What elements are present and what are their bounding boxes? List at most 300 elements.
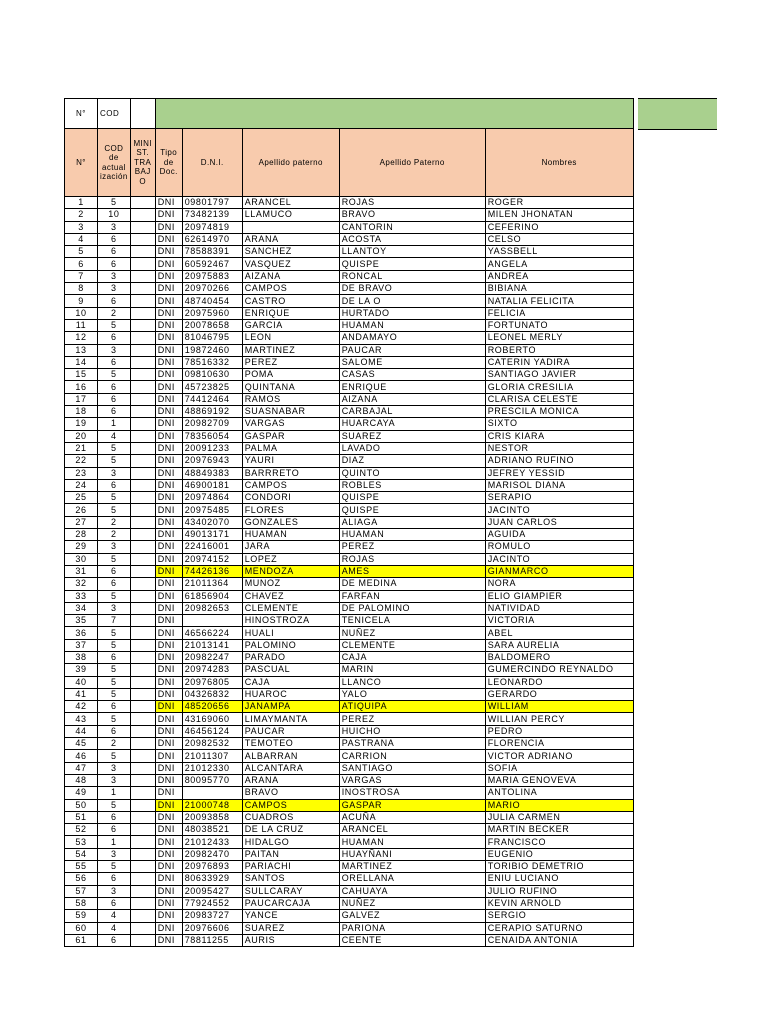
apellido-1-cell[interactable]: YANCE: [242, 910, 339, 922]
ministerio-cell[interactable]: [130, 615, 155, 627]
apellido-2-cell[interactable]: MARIN: [339, 664, 485, 676]
nombres-cell[interactable]: ANGELA: [485, 258, 633, 270]
cod-cell[interactable]: 2: [98, 307, 131, 319]
row-number-cell[interactable]: 20: [65, 430, 98, 442]
apellido-1-cell[interactable]: LLAMUCO: [242, 209, 339, 221]
apellido-1-cell[interactable]: QUINTANA: [242, 381, 339, 393]
ministerio-cell[interactable]: [130, 701, 155, 713]
cod-cell[interactable]: 3: [98, 602, 131, 614]
cod-cell[interactable]: 5: [98, 627, 131, 639]
nombres-cell[interactable]: CENAIDA ANTONIA: [485, 934, 633, 946]
apellido-2-cell[interactable]: ROBLES: [339, 479, 485, 491]
row-number-cell[interactable]: 35: [65, 615, 98, 627]
cod-cell[interactable]: 6: [98, 725, 131, 737]
dni-cell[interactable]: 04326832: [182, 688, 242, 700]
apellido-1-cell[interactable]: SUAREZ: [242, 922, 339, 934]
row-number-cell[interactable]: 5: [65, 246, 98, 258]
tipo-doc-cell[interactable]: DNI: [155, 750, 182, 762]
nombres-cell[interactable]: VICTOR ADRIANO: [485, 750, 633, 762]
ministerio-cell[interactable]: [130, 897, 155, 909]
row-number-cell[interactable]: 37: [65, 639, 98, 651]
apellido-2-cell[interactable]: AIZANA: [339, 393, 485, 405]
cod-cell[interactable]: 3: [98, 774, 131, 786]
tipo-doc-cell[interactable]: DNI: [155, 270, 182, 282]
dni-cell[interactable]: 78588391: [182, 246, 242, 258]
apellido-2-cell[interactable]: PAUCAR: [339, 344, 485, 356]
ministerio-cell[interactable]: [130, 221, 155, 233]
top-cod-cell[interactable]: COD: [98, 99, 131, 129]
apellido-1-cell[interactable]: LIMAYMANTA: [242, 713, 339, 725]
dni-cell[interactable]: 20976893: [182, 861, 242, 873]
top-empty-cell[interactable]: [130, 99, 155, 129]
apellido-1-cell[interactable]: ALBARRAN: [242, 750, 339, 762]
row-number-cell[interactable]: 27: [65, 516, 98, 528]
cod-cell[interactable]: 6: [98, 701, 131, 713]
tipo-doc-cell[interactable]: DNI: [155, 676, 182, 688]
col-header-apellido-1[interactable]: Apellido paterno: [242, 129, 339, 197]
tipo-doc-cell[interactable]: DNI: [155, 233, 182, 245]
nombres-cell[interactable]: WILLIAM: [485, 701, 633, 713]
nombres-cell[interactable]: ROMULO: [485, 541, 633, 553]
apellido-1-cell[interactable]: CAMPOS: [242, 479, 339, 491]
tipo-doc-cell[interactable]: DNI: [155, 197, 182, 209]
dni-cell[interactable]: 48740454: [182, 295, 242, 307]
tipo-doc-cell[interactable]: DNI: [155, 688, 182, 700]
apellido-2-cell[interactable]: ENRIQUE: [339, 381, 485, 393]
ministerio-cell[interactable]: [130, 848, 155, 860]
dni-cell[interactable]: 20982247: [182, 651, 242, 663]
cod-cell[interactable]: 6: [98, 356, 131, 368]
apellido-1-cell[interactable]: SANCHEZ: [242, 246, 339, 258]
tipo-doc-cell[interactable]: DNI: [155, 639, 182, 651]
dni-cell[interactable]: 78516332: [182, 356, 242, 368]
cod-cell[interactable]: 5: [98, 492, 131, 504]
apellido-2-cell[interactable]: DE BRAVO: [339, 283, 485, 295]
nombres-cell[interactable]: SERGIO: [485, 910, 633, 922]
apellido-1-cell[interactable]: CAMPOS: [242, 799, 339, 811]
nombres-cell[interactable]: ANTOLINA: [485, 787, 633, 799]
col-header-nombres[interactable]: Nombres: [485, 129, 633, 197]
cod-cell[interactable]: 4: [98, 922, 131, 934]
row-number-cell[interactable]: 47: [65, 762, 98, 774]
nombres-cell[interactable]: GERARDO: [485, 688, 633, 700]
dni-cell[interactable]: 60592467: [182, 258, 242, 270]
dni-cell[interactable]: 20976805: [182, 676, 242, 688]
nombres-cell[interactable]: SIXTO: [485, 418, 633, 430]
tipo-doc-cell[interactable]: DNI: [155, 885, 182, 897]
tipo-doc-cell[interactable]: DNI: [155, 774, 182, 786]
row-number-cell[interactable]: 19: [65, 418, 98, 430]
tipo-doc-cell[interactable]: DNI: [155, 442, 182, 454]
tipo-doc-cell[interactable]: DNI: [155, 455, 182, 467]
ministerio-cell[interactable]: [130, 307, 155, 319]
row-number-cell[interactable]: 51: [65, 811, 98, 823]
ministerio-cell[interactable]: [130, 676, 155, 688]
row-number-cell[interactable]: 43: [65, 713, 98, 725]
dni-cell[interactable]: 09810630: [182, 369, 242, 381]
dni-cell[interactable]: 74412464: [182, 393, 242, 405]
nombres-cell[interactable]: BALDOMERO: [485, 651, 633, 663]
cod-cell[interactable]: 5: [98, 688, 131, 700]
apellido-2-cell[interactable]: PARIONA: [339, 922, 485, 934]
cod-cell[interactable]: 5: [98, 319, 131, 331]
apellido-2-cell[interactable]: SUAREZ: [339, 430, 485, 442]
apellido-1-cell[interactable]: PAUCAR: [242, 725, 339, 737]
apellido-1-cell[interactable]: CASTRO: [242, 295, 339, 307]
apellido-2-cell[interactable]: CAHUAYA: [339, 885, 485, 897]
ministerio-cell[interactable]: [130, 406, 155, 418]
row-number-cell[interactable]: 2: [65, 209, 98, 221]
row-number-cell[interactable]: 46: [65, 750, 98, 762]
nombres-cell[interactable]: NESTOR: [485, 442, 633, 454]
dni-cell[interactable]: 48869192: [182, 406, 242, 418]
apellido-1-cell[interactable]: TEMOTEO: [242, 738, 339, 750]
apellido-2-cell[interactable]: QUINTO: [339, 467, 485, 479]
ministerio-cell[interactable]: [130, 381, 155, 393]
nombres-cell[interactable]: MARTIN BECKER: [485, 824, 633, 836]
nombres-cell[interactable]: CERAPIO SATURNO: [485, 922, 633, 934]
row-number-cell[interactable]: 31: [65, 565, 98, 577]
cod-cell[interactable]: 4: [98, 910, 131, 922]
nombres-cell[interactable]: YASSBELL: [485, 246, 633, 258]
apellido-2-cell[interactable]: YALO: [339, 688, 485, 700]
cod-cell[interactable]: 2: [98, 738, 131, 750]
cod-cell[interactable]: 3: [98, 467, 131, 479]
cod-cell[interactable]: 5: [98, 369, 131, 381]
tipo-doc-cell[interactable]: DNI: [155, 541, 182, 553]
nombres-cell[interactable]: FRANCISCO: [485, 836, 633, 848]
nombres-cell[interactable]: JUAN CARLOS: [485, 516, 633, 528]
apellido-1-cell[interactable]: PASCUAL: [242, 664, 339, 676]
apellido-1-cell[interactable]: BRAVO: [242, 787, 339, 799]
row-number-cell[interactable]: 36: [65, 627, 98, 639]
nombres-cell[interactable]: MARISOL DIANA: [485, 479, 633, 491]
top-merged-cell[interactable]: [155, 99, 633, 129]
dni-cell[interactable]: 20078658: [182, 319, 242, 331]
apellido-1-cell[interactable]: CAJA: [242, 676, 339, 688]
apellido-1-cell[interactable]: PARADO: [242, 651, 339, 663]
apellido-1-cell[interactable]: PALMA: [242, 442, 339, 454]
ministerio-cell[interactable]: [130, 442, 155, 454]
nombres-cell[interactable]: ELIO GIAMPIER: [485, 590, 633, 602]
dni-cell[interactable]: 19872460: [182, 344, 242, 356]
cod-cell[interactable]: 5: [98, 639, 131, 651]
dni-cell[interactable]: 21012330: [182, 762, 242, 774]
cod-cell[interactable]: 6: [98, 873, 131, 885]
tipo-doc-cell[interactable]: DNI: [155, 713, 182, 725]
nombres-cell[interactable]: CEFERINO: [485, 221, 633, 233]
cod-cell[interactable]: 6: [98, 811, 131, 823]
tipo-doc-cell[interactable]: DNI: [155, 492, 182, 504]
nombres-cell[interactable]: VICTORIA: [485, 615, 633, 627]
ministerio-cell[interactable]: [130, 799, 155, 811]
cod-cell[interactable]: 5: [98, 664, 131, 676]
tipo-doc-cell[interactable]: DNI: [155, 467, 182, 479]
dni-cell[interactable]: 80095770: [182, 774, 242, 786]
tipo-doc-cell[interactable]: DNI: [155, 725, 182, 737]
tipo-doc-cell[interactable]: DNI: [155, 811, 182, 823]
row-number-cell[interactable]: 25: [65, 492, 98, 504]
nombres-cell[interactable]: GUMERCINDO REYNALDO: [485, 664, 633, 676]
cod-cell[interactable]: 5: [98, 504, 131, 516]
dni-cell[interactable]: 45723825: [182, 381, 242, 393]
row-number-cell[interactable]: 58: [65, 897, 98, 909]
tipo-doc-cell[interactable]: DNI: [155, 799, 182, 811]
apellido-1-cell[interactable]: PEREZ: [242, 356, 339, 368]
cod-cell[interactable]: 6: [98, 824, 131, 836]
ministerio-cell[interactable]: [130, 873, 155, 885]
nombres-cell[interactable]: ADRIANO RUFINO: [485, 455, 633, 467]
apellido-1-cell[interactable]: BARRRETO: [242, 467, 339, 479]
apellido-2-cell[interactable]: BRAVO: [339, 209, 485, 221]
row-number-cell[interactable]: 50: [65, 799, 98, 811]
dni-cell[interactable]: 43169060: [182, 713, 242, 725]
dni-cell[interactable]: 46900181: [182, 479, 242, 491]
nombres-cell[interactable]: SANTIAGO JAVIER: [485, 369, 633, 381]
ministerio-cell[interactable]: [130, 541, 155, 553]
dni-cell[interactable]: 20983727: [182, 910, 242, 922]
ministerio-cell[interactable]: [130, 393, 155, 405]
cod-cell[interactable]: 6: [98, 565, 131, 577]
ministerio-cell[interactable]: [130, 836, 155, 848]
apellido-2-cell[interactable]: CLEMENTE: [339, 639, 485, 651]
row-number-cell[interactable]: 13: [65, 344, 98, 356]
row-number-cell[interactable]: 26: [65, 504, 98, 516]
row-number-cell[interactable]: 40: [65, 676, 98, 688]
col-header-n[interactable]: N°: [65, 129, 98, 197]
apellido-2-cell[interactable]: CASAS: [339, 369, 485, 381]
tipo-doc-cell[interactable]: DNI: [155, 934, 182, 946]
nombres-cell[interactable]: NATIVIDAD: [485, 602, 633, 614]
dni-cell[interactable]: 20974864: [182, 492, 242, 504]
cod-cell[interactable]: 3: [98, 283, 131, 295]
nombres-cell[interactable]: MARIO: [485, 799, 633, 811]
apellido-2-cell[interactable]: ATIQUIPA: [339, 701, 485, 713]
apellido-2-cell[interactable]: CARBAJAL: [339, 406, 485, 418]
tipo-doc-cell[interactable]: DNI: [155, 307, 182, 319]
dni-cell[interactable]: 62614970: [182, 233, 242, 245]
cod-cell[interactable]: 5: [98, 197, 131, 209]
nombres-cell[interactable]: ENIU LUCIANO: [485, 873, 633, 885]
row-number-cell[interactable]: 60: [65, 922, 98, 934]
ministerio-cell[interactable]: [130, 246, 155, 258]
tipo-doc-cell[interactable]: DNI: [155, 590, 182, 602]
tipo-doc-cell[interactable]: DNI: [155, 602, 182, 614]
ministerio-cell[interactable]: [130, 455, 155, 467]
row-number-cell[interactable]: 42: [65, 701, 98, 713]
ministerio-cell[interactable]: [130, 934, 155, 946]
nombres-cell[interactable]: LEONEL MERLY: [485, 332, 633, 344]
ministerio-cell[interactable]: [130, 750, 155, 762]
ministerio-cell[interactable]: [130, 590, 155, 602]
cod-cell[interactable]: 1: [98, 418, 131, 430]
tipo-doc-cell[interactable]: DNI: [155, 246, 182, 258]
dni-cell[interactable]: 20982709: [182, 418, 242, 430]
tipo-doc-cell[interactable]: DNI: [155, 861, 182, 873]
tipo-doc-cell[interactable]: DNI: [155, 664, 182, 676]
cod-cell[interactable]: 3: [98, 270, 131, 282]
apellido-1-cell[interactable]: CHAVEZ: [242, 590, 339, 602]
dni-cell[interactable]: 21011364: [182, 578, 242, 590]
nombres-cell[interactable]: FELICIA: [485, 307, 633, 319]
apellido-1-cell[interactable]: PAITAN: [242, 848, 339, 860]
apellido-2-cell[interactable]: PEREZ: [339, 541, 485, 553]
dni-cell[interactable]: 48520656: [182, 701, 242, 713]
tipo-doc-cell[interactable]: DNI: [155, 578, 182, 590]
dni-cell[interactable]: 20982470: [182, 848, 242, 860]
ministerio-cell[interactable]: [130, 504, 155, 516]
apellido-1-cell[interactable]: MENDOZA: [242, 565, 339, 577]
ministerio-cell[interactable]: [130, 910, 155, 922]
dni-cell[interactable]: 77924552: [182, 897, 242, 909]
apellido-2-cell[interactable]: ORELLANA: [339, 873, 485, 885]
cod-cell[interactable]: 5: [98, 442, 131, 454]
cod-cell[interactable]: 10: [98, 209, 131, 221]
dni-cell[interactable]: 48849383: [182, 467, 242, 479]
apellido-2-cell[interactable]: QUISPE: [339, 492, 485, 504]
apellido-2-cell[interactable]: DIAZ: [339, 455, 485, 467]
dni-cell[interactable]: 20974283: [182, 664, 242, 676]
apellido-2-cell[interactable]: HURTADO: [339, 307, 485, 319]
apellido-2-cell[interactable]: HUAMAN: [339, 529, 485, 541]
nombres-cell[interactable]: WILLIAN PERCY: [485, 713, 633, 725]
nombres-cell[interactable]: CRIS KIARA: [485, 430, 633, 442]
row-number-cell[interactable]: 39: [65, 664, 98, 676]
tipo-doc-cell[interactable]: DNI: [155, 381, 182, 393]
nombres-cell[interactable]: LEONARDO: [485, 676, 633, 688]
dni-cell[interactable]: 78811255: [182, 934, 242, 946]
ministerio-cell[interactable]: [130, 738, 155, 750]
nombres-cell[interactable]: ROBERTO: [485, 344, 633, 356]
tipo-doc-cell[interactable]: DNI: [155, 565, 182, 577]
ministerio-cell[interactable]: [130, 885, 155, 897]
ministerio-cell[interactable]: [130, 688, 155, 700]
apellido-2-cell[interactable]: NUÑEZ: [339, 897, 485, 909]
dni-cell[interactable]: 43402070: [182, 516, 242, 528]
apellido-1-cell[interactable]: ENRIQUE: [242, 307, 339, 319]
nombres-cell[interactable]: GLORIA CRESILIA: [485, 381, 633, 393]
dni-cell[interactable]: 21013141: [182, 639, 242, 651]
apellido-2-cell[interactable]: PASTRANA: [339, 738, 485, 750]
apellido-2-cell[interactable]: FARFAN: [339, 590, 485, 602]
ministerio-cell[interactable]: [130, 369, 155, 381]
cod-cell[interactable]: 6: [98, 479, 131, 491]
apellido-2-cell[interactable]: DE PALOMINO: [339, 602, 485, 614]
apellido-2-cell[interactable]: SANTIAGO: [339, 762, 485, 774]
cod-cell[interactable]: 6: [98, 233, 131, 245]
tipo-doc-cell[interactable]: DNI: [155, 406, 182, 418]
apellido-2-cell[interactable]: INOSTROSA: [339, 787, 485, 799]
ministerio-cell[interactable]: [130, 356, 155, 368]
dni-cell[interactable]: 73482139: [182, 209, 242, 221]
ministerio-cell[interactable]: [130, 651, 155, 663]
tipo-doc-cell[interactable]: DNI: [155, 615, 182, 627]
nombres-cell[interactable]: ROGER: [485, 197, 633, 209]
apellido-2-cell[interactable]: HUARCAYA: [339, 418, 485, 430]
dni-cell[interactable]: 81046795: [182, 332, 242, 344]
dni-cell[interactable]: 20970266: [182, 283, 242, 295]
row-number-cell[interactable]: 59: [65, 910, 98, 922]
apellido-2-cell[interactable]: ANDAMAYO: [339, 332, 485, 344]
row-number-cell[interactable]: 55: [65, 861, 98, 873]
tipo-doc-cell[interactable]: DNI: [155, 516, 182, 528]
nombres-cell[interactable]: ANDREA: [485, 270, 633, 282]
apellido-1-cell[interactable]: ARANCEL: [242, 197, 339, 209]
ministerio-cell[interactable]: [130, 430, 155, 442]
row-number-cell[interactable]: 38: [65, 651, 98, 663]
apellido-2-cell[interactable]: GASPAR: [339, 799, 485, 811]
nombres-cell[interactable]: AGUIDA: [485, 529, 633, 541]
apellido-1-cell[interactable]: CONDORI: [242, 492, 339, 504]
apellido-2-cell[interactable]: LLANTOY: [339, 246, 485, 258]
ministerio-cell[interactable]: [130, 861, 155, 873]
row-number-cell[interactable]: 61: [65, 934, 98, 946]
row-number-cell[interactable]: 8: [65, 283, 98, 295]
apellido-1-cell[interactable]: YAURI: [242, 455, 339, 467]
nombres-cell[interactable]: SOFIA: [485, 762, 633, 774]
apellido-1-cell[interactable]: HUAROC: [242, 688, 339, 700]
nombres-cell[interactable]: KEVIN ARNOLD: [485, 897, 633, 909]
row-number-cell[interactable]: 56: [65, 873, 98, 885]
cod-cell[interactable]: 4: [98, 430, 131, 442]
apellido-1-cell[interactable]: HIDALGO: [242, 836, 339, 848]
ministerio-cell[interactable]: [130, 787, 155, 799]
nombres-cell[interactable]: SERAPIO: [485, 492, 633, 504]
ministerio-cell[interactable]: [130, 713, 155, 725]
tipo-doc-cell[interactable]: DNI: [155, 221, 182, 233]
apellido-2-cell[interactable]: HUAMAN: [339, 319, 485, 331]
ministerio-cell[interactable]: [130, 295, 155, 307]
tipo-doc-cell[interactable]: DNI: [155, 393, 182, 405]
tipo-doc-cell[interactable]: DNI: [155, 295, 182, 307]
apellido-1-cell[interactable]: [242, 221, 339, 233]
row-number-cell[interactable]: 4: [65, 233, 98, 245]
row-number-cell[interactable]: 16: [65, 381, 98, 393]
tipo-doc-cell[interactable]: DNI: [155, 479, 182, 491]
apellido-2-cell[interactable]: DE LA O: [339, 295, 485, 307]
apellido-2-cell[interactable]: DE MEDINA: [339, 578, 485, 590]
ministerio-cell[interactable]: [130, 922, 155, 934]
dni-cell[interactable]: 22416001: [182, 541, 242, 553]
ministerio-cell[interactable]: [130, 664, 155, 676]
cod-cell[interactable]: 3: [98, 344, 131, 356]
apellido-2-cell[interactable]: GALVEZ: [339, 910, 485, 922]
col-header-dni[interactable]: D.N.I.: [182, 129, 242, 197]
nombres-cell[interactable]: NATALIA FELICITA: [485, 295, 633, 307]
cod-cell[interactable]: 1: [98, 836, 131, 848]
dni-cell[interactable]: 80633929: [182, 873, 242, 885]
apellido-2-cell[interactable]: CARRION: [339, 750, 485, 762]
row-number-cell[interactable]: 49: [65, 787, 98, 799]
nombres-cell[interactable]: GIANMARCO: [485, 565, 633, 577]
dni-cell[interactable]: 49013171: [182, 529, 242, 541]
apellido-2-cell[interactable]: CEENTE: [339, 934, 485, 946]
row-number-cell[interactable]: 6: [65, 258, 98, 270]
dni-cell[interactable]: 78356054: [182, 430, 242, 442]
cod-cell[interactable]: 3: [98, 848, 131, 860]
tipo-doc-cell[interactable]: DNI: [155, 787, 182, 799]
apellido-1-cell[interactable]: CUADROS: [242, 811, 339, 823]
tipo-doc-cell[interactable]: DNI: [155, 504, 182, 516]
cod-cell[interactable]: 1: [98, 787, 131, 799]
row-number-cell[interactable]: 1: [65, 197, 98, 209]
cod-cell[interactable]: 5: [98, 750, 131, 762]
tipo-doc-cell[interactable]: DNI: [155, 701, 182, 713]
tipo-doc-cell[interactable]: DNI: [155, 344, 182, 356]
tipo-doc-cell[interactable]: DNI: [155, 627, 182, 639]
row-number-cell[interactable]: 32: [65, 578, 98, 590]
ministerio-cell[interactable]: [130, 824, 155, 836]
